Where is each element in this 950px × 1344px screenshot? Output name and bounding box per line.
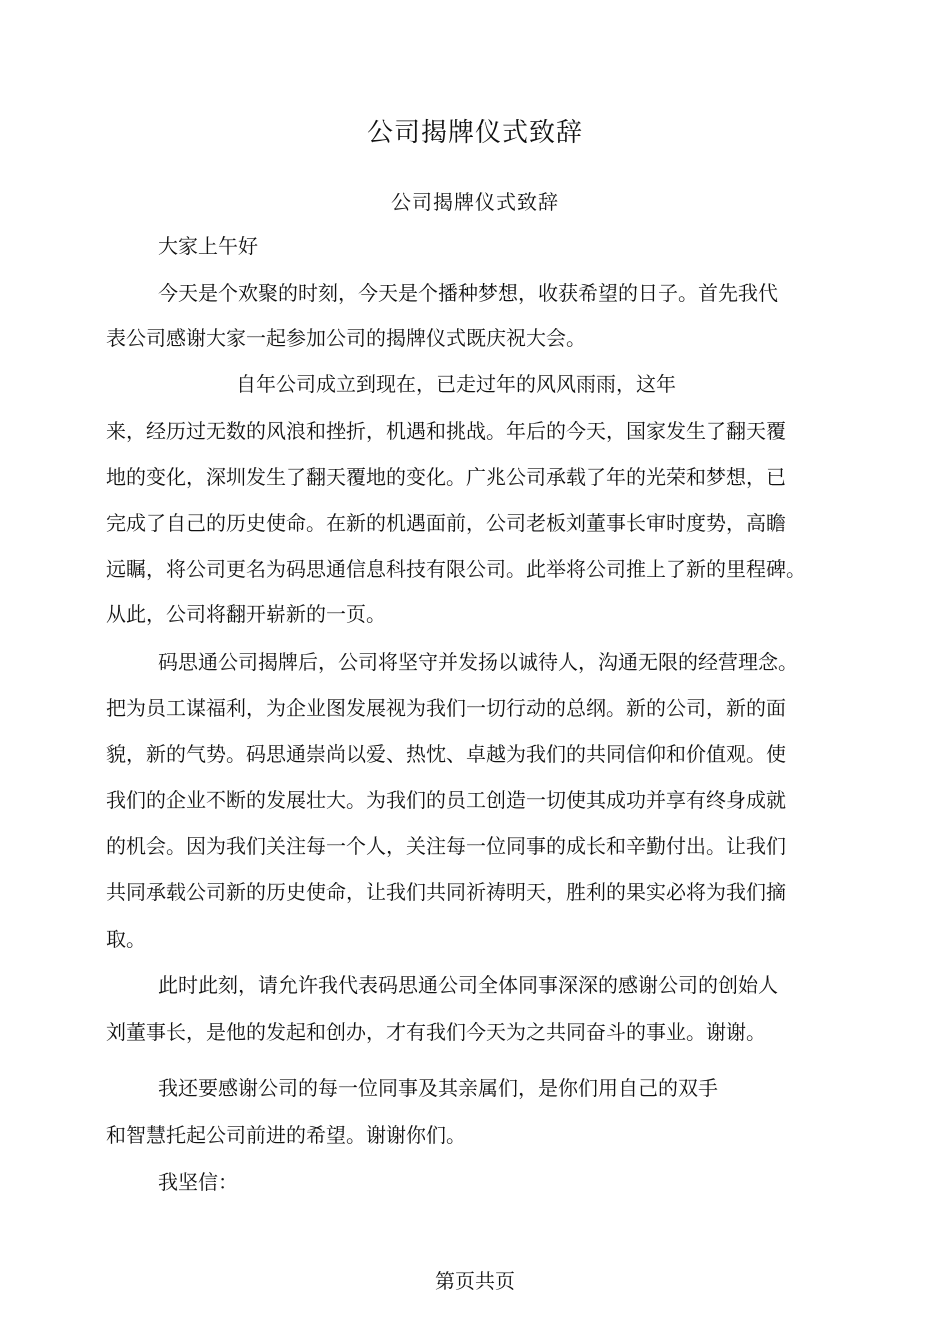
paragraph-line: 貌，新的气势。码思通崇尚以爱、热忱、卓越为我们的共同信仰和价值观。使 [106, 742, 786, 766]
paragraph-line: 我坚信： [158, 1170, 238, 1194]
paragraph-line: 从此，公司将翻开崭新的一页。 [106, 602, 386, 626]
paragraph-line: 远瞩，将公司更名为码思通信息科技有限公司。此举将公司推上了新的里程碑。 [106, 557, 806, 581]
paragraph-line: 表公司感谢大家一起参加公司的揭牌仪式既庆祝大会。 [106, 326, 586, 350]
paragraph-line: 今天是个欢聚的时刻，今天是个播种梦想，收获希望的日子。首先我代 [158, 281, 778, 305]
paragraph-line: 和智慧托起公司前进的希望。谢谢你们。 [106, 1123, 466, 1147]
paragraph-line: 共同承载公司新的历史使命，让我们共同祈祷明天，胜利的果实必将为我们摘 [106, 880, 786, 904]
page-footer: 第页共页 [435, 1269, 515, 1293]
paragraph-line: 此时此刻，请允许我代表码思通公司全体同事深深的感谢公司的创始人 [158, 973, 778, 997]
paragraph-line: 地的变化，深圳发生了翻天覆地的变化。广兆公司承载了年的光荣和梦想，已 [106, 465, 786, 489]
paragraph-line: 我们的企业不断的发展壮大。为我们的员工创造一切使其成功并享有终身成就 [106, 788, 786, 812]
paragraph-line: 完成了自己的历史使命。在新的机遇面前，公司老板刘董事长审时度势，高瞻 [106, 511, 786, 535]
paragraph-line: 来，经历过无数的风浪和挫折，机遇和挑战。年后的今天，国家发生了翻天覆 [106, 419, 786, 443]
paragraph-line: 我还要感谢公司的每一位同事及其亲属们，是你们用自己的双手 [158, 1076, 718, 1100]
paragraph-line: 的机会。因为我们关注每一个人，关注每一位同事的成长和辛勤付出。让我们 [106, 834, 786, 858]
paragraph-line: 取。 [106, 927, 146, 951]
paragraph-line: 自年公司成立到现在，已走过年的风风雨雨，这年 [236, 372, 676, 396]
paragraph-line: 码思通公司揭牌后，公司将坚守并发扬以诚待人，沟通无限的经营理念。 [158, 650, 798, 674]
speech-title: 公司揭牌仪式致辞 [391, 190, 559, 214]
paragraph-line: 把为员工谋福利，为企业图发展视为我们一切行动的总纲。新的公司，新的面 [106, 696, 786, 720]
paragraph-line: 刘董事长，是他的发起和创办，才有我们今天为之共同奋斗的事业。谢谢。 [106, 1020, 766, 1044]
document-title: 公司揭牌仪式致辞 [366, 118, 583, 148]
greeting-line: 大家上午好 [158, 234, 258, 258]
